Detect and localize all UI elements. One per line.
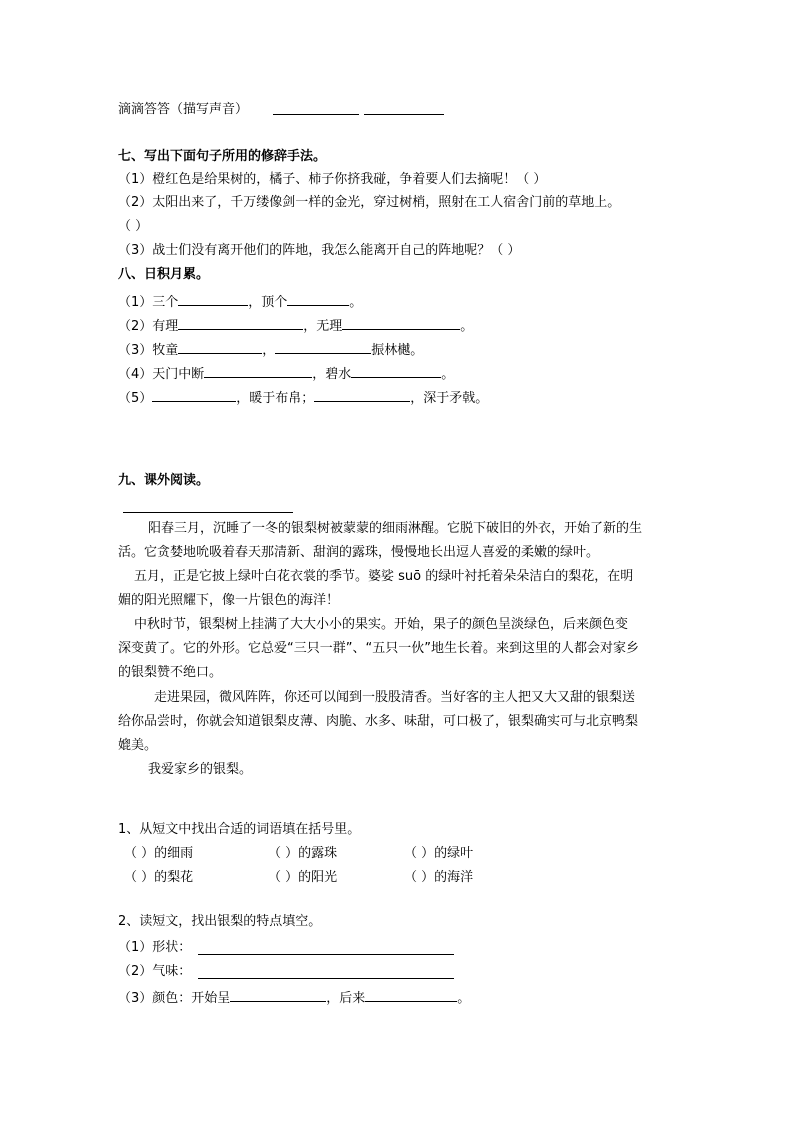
s8-item-5-b: ，暖于布帛； bbox=[236, 391, 315, 406]
section-9-title: 九、课外阅读。 bbox=[118, 473, 210, 488]
smell-blank[interactable] bbox=[198, 978, 454, 979]
q2-color-a: （3）颜色：开始呈 bbox=[118, 991, 231, 1006]
s8-item-4 bbox=[118, 364, 454, 383]
blank[interactable] bbox=[178, 316, 303, 330]
blank[interactable] bbox=[178, 292, 248, 306]
section-7-title: 七、写出下面句子所用的修辞手法。 bbox=[118, 149, 327, 164]
section-8-title: 八、日积月累。 bbox=[118, 267, 210, 282]
s8-item-2-c: 。 bbox=[460, 319, 474, 334]
s8-item-1-a: （1）三个 bbox=[118, 295, 179, 310]
blank[interactable] bbox=[152, 388, 236, 402]
s8-item-3-a: （3）牧童 bbox=[118, 343, 179, 358]
sound-answer-blank-1[interactable] bbox=[273, 114, 359, 115]
s8-item-4-b: ，碧水 bbox=[312, 367, 352, 382]
blank[interactable] bbox=[342, 316, 460, 330]
passage-p2-line2: 媚的阳光照耀下，像一片银色的海洋！ bbox=[118, 593, 340, 608]
q2-smell bbox=[118, 964, 191, 980]
s8-item-1-c: 。 bbox=[349, 295, 363, 310]
passage-p1-line2: 活。它贪婪地吮吸着春天那清新、甜润的露珠，慢慢地长出逗人喜爱的柔嫩的绿叶。 bbox=[118, 545, 600, 560]
passage-p1-line1: 阳春三月，沉睡了一冬的银梨树被蒙蒙的细雨淋醒。它脱下破旧的外衣，开始了新的生 bbox=[148, 521, 643, 536]
s8-item-2 bbox=[118, 316, 473, 335]
q2-color bbox=[118, 988, 470, 1007]
blank[interactable] bbox=[314, 388, 410, 402]
q2-title: 2、读短文，找出银梨的特点填空。 bbox=[118, 914, 322, 929]
q2-shape-label: （1）形状： bbox=[118, 940, 192, 955]
q2-shape bbox=[118, 940, 191, 956]
q1-row1-cell2: （ ）的露珠 bbox=[268, 846, 338, 861]
blank[interactable] bbox=[230, 988, 326, 1002]
shape-blank[interactable] bbox=[198, 954, 454, 955]
q1-row1-cell3: （ ）的绿叶 bbox=[404, 846, 474, 861]
passage-p3-line2: 深变黄了。它的外形。它总爱“三只一群”、“五只一伙”地生长着。来到这里的人都会对家乡 bbox=[118, 641, 639, 656]
passage-p3-line3: 的银梨赞不绝口。 bbox=[118, 665, 223, 680]
s8-item-5 bbox=[118, 388, 488, 407]
blank[interactable] bbox=[275, 340, 371, 354]
title-blank[interactable] bbox=[123, 512, 293, 513]
sound-item bbox=[118, 102, 248, 118]
s8-item-2-a: （2）有理 bbox=[118, 319, 179, 334]
s7-question-2-answer: （ ） bbox=[118, 219, 149, 234]
s8-item-4-c: 。 bbox=[441, 367, 455, 382]
s8-item-3 bbox=[118, 340, 423, 359]
s8-item-1-b: ，顶个 bbox=[248, 295, 288, 310]
q1-row2-cell1: （ ）的梨花 bbox=[124, 870, 194, 885]
q2-color-c: 。 bbox=[457, 991, 471, 1006]
blank[interactable] bbox=[287, 292, 349, 306]
s8-item-4-a: （4）天门中断 bbox=[118, 367, 205, 382]
passage-p5: 我爱家乡的银梨。 bbox=[148, 762, 253, 777]
passage-p4-line1: 走进果园，微风阵阵，你还可以闻到一股股清香。当好客的主人把又大又甜的银梨送 bbox=[154, 690, 636, 705]
passage-p4-line3: 媲美。 bbox=[118, 738, 158, 753]
blank[interactable] bbox=[178, 340, 262, 354]
s8-item-3-b: ， bbox=[262, 343, 276, 358]
sound-answer-blank-2[interactable] bbox=[364, 114, 444, 115]
passage-p3-line1: 中秋时节，银梨树上挂满了大大小小的果实。开始，果子的颜色呈淡绿色，后来颜色变 bbox=[134, 617, 629, 632]
s7-question-2: （2）太阳出来了，千万缕像剑一样的金光，穿过树梢，照射在工人宿舍门前的草地上。 bbox=[118, 195, 621, 210]
s8-item-5-c: ，深于矛戟。 bbox=[410, 391, 489, 406]
s8-item-2-b: ，无理 bbox=[303, 319, 343, 334]
passage-p4-line2: 给你品尝时，你就会知道银梨皮薄、肉脆、水多、味甜，可口极了，银梨确实可与北京鸭梨 bbox=[118, 714, 639, 729]
blank[interactable] bbox=[365, 988, 457, 1002]
q1-title: 1、从短文中找出合适的词语填在括号里。 bbox=[118, 822, 361, 837]
q2-color-b: ，后来 bbox=[326, 991, 366, 1006]
q1-row2-cell2: （ ）的阳光 bbox=[268, 870, 338, 885]
s8-item-3-c: 振林樾。 bbox=[371, 343, 424, 358]
blank[interactable] bbox=[351, 364, 441, 378]
q1-row2-cell3: （ ）的海洋 bbox=[404, 870, 474, 885]
passage-p2-line1: 五月，正是它披上绿叶白花衣裳的季节。婆娑 suō 的绿叶衬托着朵朵洁白的梨花，在明 bbox=[134, 569, 634, 584]
s7-question-1: （1）橙红色是给果树的，橘子、柿子你挤我碰，争着要人们去摘呢！（ ） bbox=[118, 172, 547, 187]
s8-item-1 bbox=[118, 292, 362, 311]
s7-question-3: （3）战士们没有离开他们的阵地，我怎么能离开自己的阵地呢？（ ） bbox=[118, 243, 521, 258]
s8-item-5-a: （5） bbox=[118, 391, 153, 406]
q2-smell-label: （2）气味： bbox=[118, 964, 192, 979]
blank[interactable] bbox=[204, 364, 312, 378]
sound-item-label: 滴滴答答（描写声音） bbox=[118, 102, 249, 117]
q1-row1-cell1: （ ）的细雨 bbox=[124, 846, 194, 861]
